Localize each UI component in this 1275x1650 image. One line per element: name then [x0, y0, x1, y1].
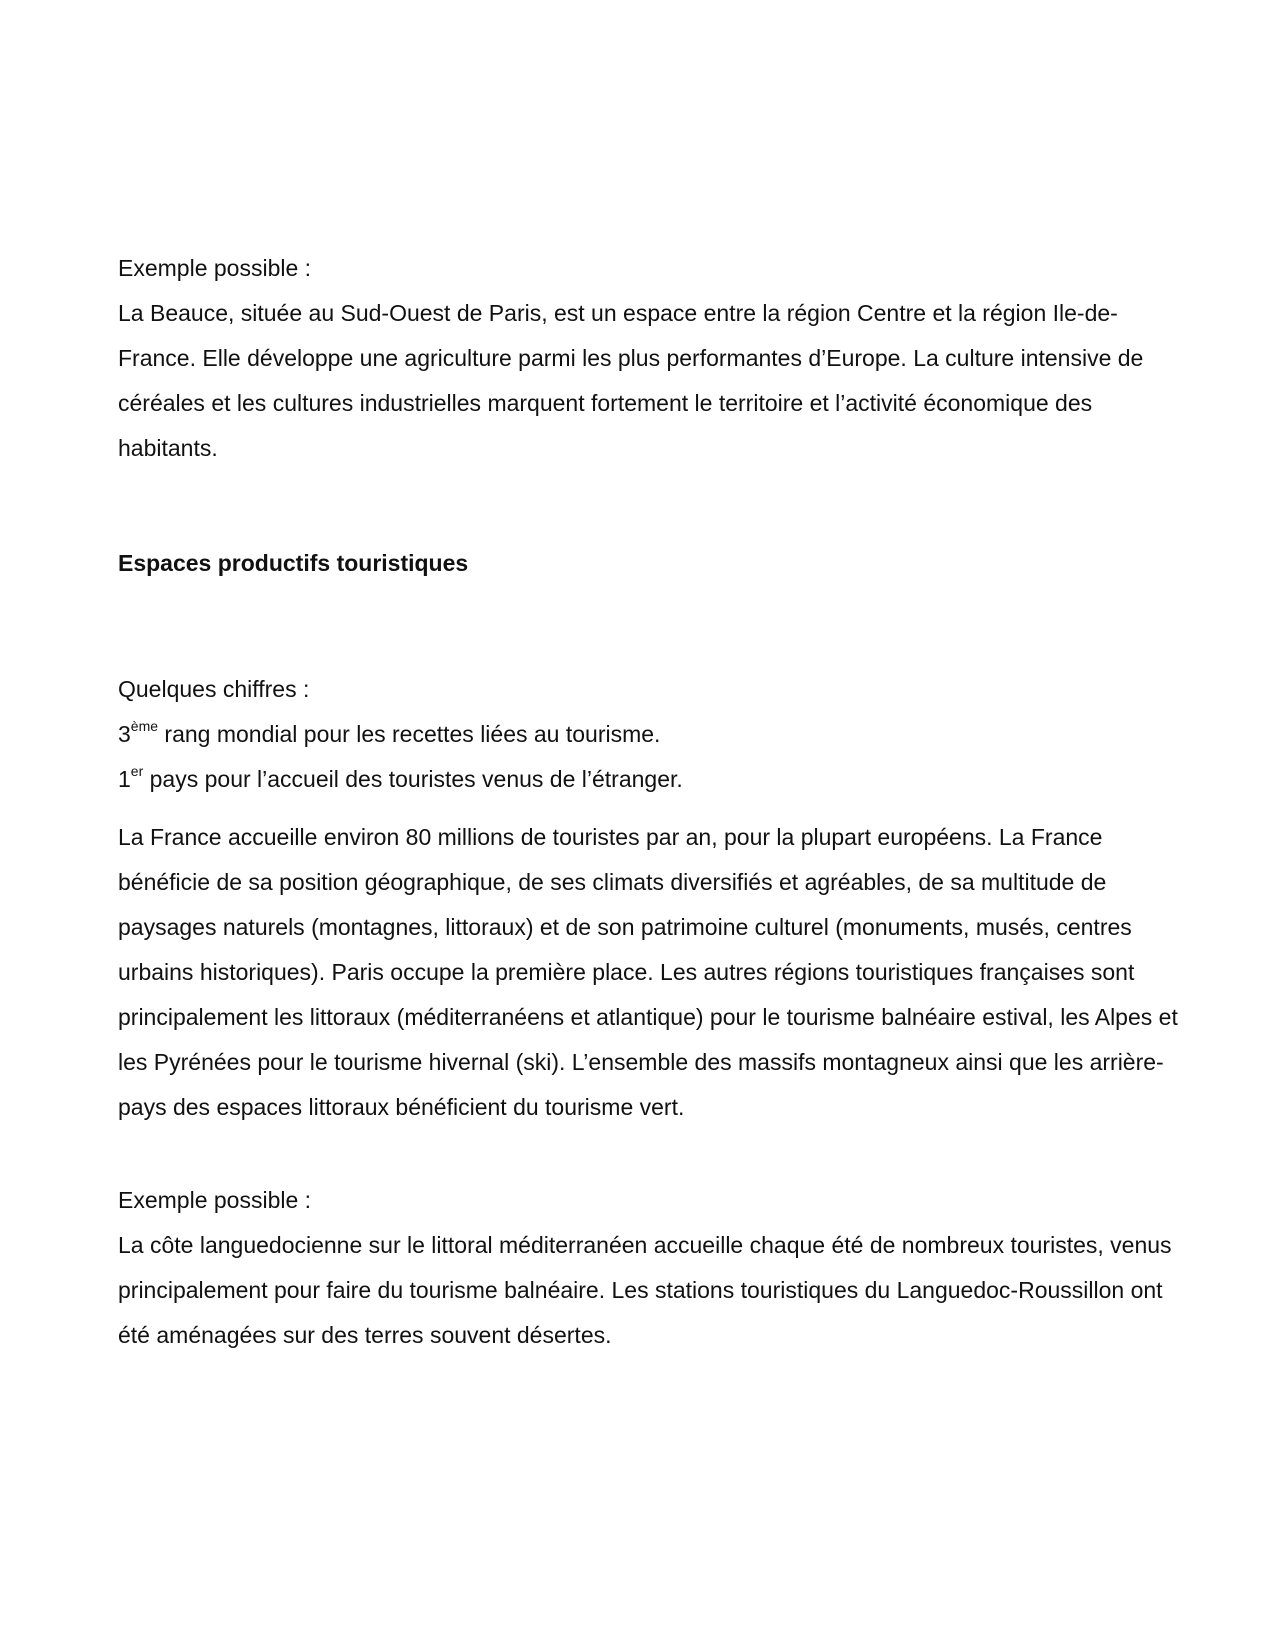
section-title: Espaces productifs touristiques [118, 550, 469, 576]
tourism-paragraph: La France accueille environ 80 millions de touristes par an, pour la plupart européens. La France bénéficie de sa position géographique, de ses climats diversifiés et agréables, de sa multitude de paysages naturels (montagnes, littoraux) et de son patrimoine culturel (monuments, musés, centres urbains historiques). Paris occupe la première place. Les autres régions touristiques françaises sont principalement les littoraux (méditerranéens et atlantique) pour le tourisme balnéaire estival, les Alpes et les Pyrénées pour le tourisme hivernal (ski). L’ensemble des massifs montagneux ainsi que les arrière-pays des espaces littoraux bénéficient du tourisme vert. [118, 824, 1178, 1120]
figures-block [118, 667, 1178, 802]
example-text: La côte languedocienne sur le littoral méditerranéen accueille chaque été de nombreux touristes, venus principalement pour faire du tourisme balnéaire. Les stations touristiques du Languedoc-Roussillon ont été aménagées sur des terres souvent désertes. [118, 1232, 1172, 1348]
example-block-languedoc [118, 1178, 1178, 1358]
figure-number: 3 [118, 721, 131, 747]
figure-ordinal: er [130, 763, 144, 780]
figure-line-2 [118, 757, 1178, 802]
figure-ordinal: ème [130, 718, 159, 735]
example-label: Exemple possible : [118, 255, 312, 281]
example-block-beauce [118, 246, 1178, 471]
figure-text: rang mondial pour les recettes liées au tourisme. [158, 721, 661, 747]
example-text: La Beauce, située au Sud-Ouest de Paris, est un espace entre la région Centre et la région Ile-de-France. Elle développe une agriculture parmi les plus performantes d’Europe. La culture intensive de céréales et les cultures industrielles marquent fortement le territoire et l’activité économique des habitants. [118, 300, 1144, 461]
figures-label: Quelques chiffres : [118, 676, 310, 702]
example-label: Exemple possible : [118, 1187, 312, 1213]
figure-number: 1 [118, 766, 131, 792]
figure-text: pays pour l’accueil des touristes venus de l’étranger. [143, 766, 683, 792]
figure-line-1 [118, 712, 1178, 757]
